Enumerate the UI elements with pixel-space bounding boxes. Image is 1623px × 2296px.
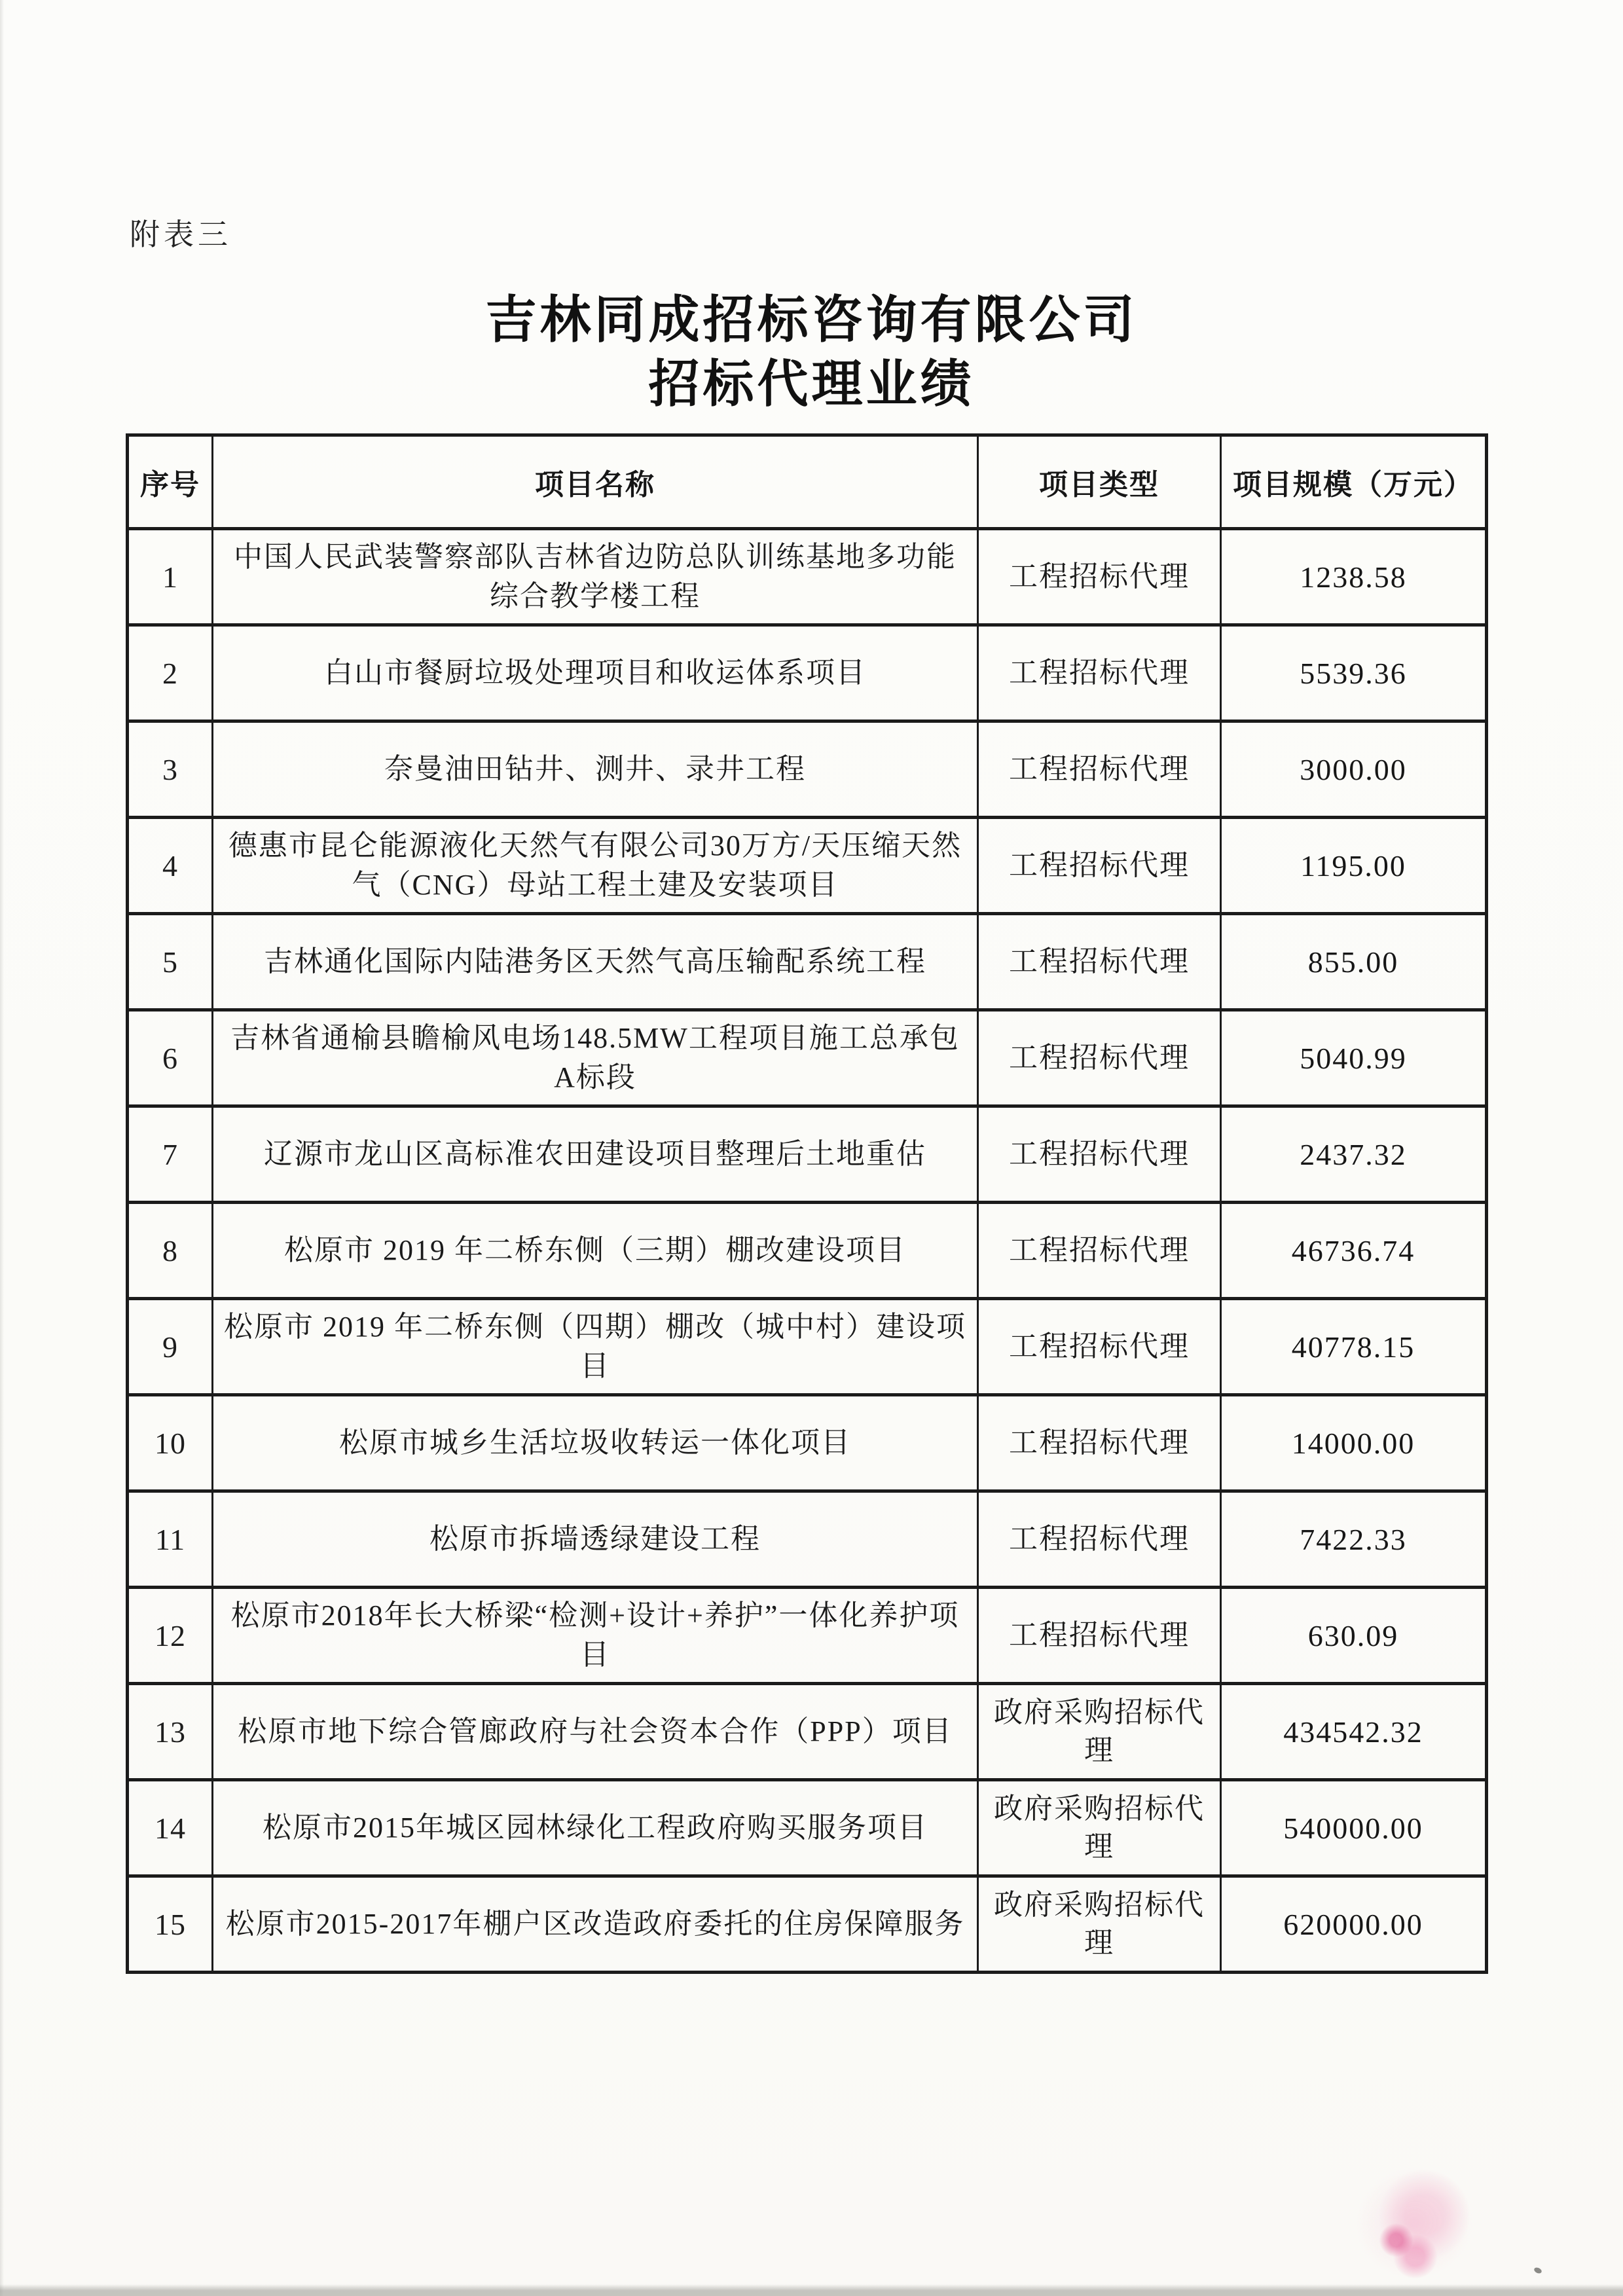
row-index: 3 (128, 721, 213, 818)
table-row (128, 1299, 1487, 1395)
table-header-row (128, 435, 1487, 529)
project-type: 工程招标代理 (978, 914, 1221, 1010)
project-scale: 5539.36 (1221, 625, 1487, 721)
performance-table (126, 433, 1488, 1974)
project-type: 工程招标代理 (978, 1491, 1221, 1588)
row-index: 1 (128, 529, 213, 625)
stamp-smudge-artifact (1345, 2156, 1483, 2289)
row-index: 13 (128, 1684, 213, 1780)
header-scale: 项目规模（万元） (1221, 435, 1487, 529)
project-scale: 855.00 (1221, 914, 1487, 1010)
project-scale: 540000.00 (1221, 1780, 1487, 1876)
project-type: 政府采购招标代理 (978, 1876, 1221, 1973)
scan-speck-artifact (1533, 2267, 1542, 2274)
project-type: 工程招标代理 (978, 1588, 1221, 1684)
table-row (128, 1395, 1487, 1491)
project-name: 松原市 2019 年二桥东侧（三期）棚改建设项目 (213, 1203, 978, 1299)
project-scale: 1238.58 (1221, 529, 1487, 625)
project-name: 松原市拆墙透绿建设工程 (213, 1491, 978, 1588)
project-name: 松原市2015-2017年棚户区改造政府委托的住房保障服务 (213, 1876, 978, 1973)
project-name: 白山市餐厨垃圾处理项目和收运体系项目 (213, 625, 978, 721)
row-index: 2 (128, 625, 213, 721)
row-index: 15 (128, 1876, 213, 1973)
table-row (128, 1106, 1487, 1203)
row-index: 10 (128, 1395, 213, 1491)
document-title (0, 288, 1623, 416)
row-index: 11 (128, 1491, 213, 1588)
project-scale: 620000.00 (1221, 1876, 1487, 1973)
table-row (128, 721, 1487, 818)
table-row (128, 914, 1487, 1010)
document-title-line1: 吉林同成招标咨询有限公司 (485, 291, 1138, 348)
row-index: 9 (128, 1299, 213, 1395)
header-name: 项目名称 (213, 435, 978, 529)
project-scale: 630.09 (1221, 1588, 1487, 1684)
project-type: 政府采购招标代理 (978, 1780, 1221, 1876)
attachment-label: 附表三 (130, 218, 232, 251)
project-type: 工程招标代理 (978, 721, 1221, 818)
project-type: 工程招标代理 (978, 1395, 1221, 1491)
project-name: 辽源市龙山区高标准农田建设项目整理后土地重估 (213, 1106, 978, 1203)
project-type: 工程招标代理 (978, 1203, 1221, 1299)
project-name: 奈曼油田钻井、测井、录井工程 (213, 721, 978, 818)
table-row (128, 1876, 1487, 1973)
scanner-edge-artifact (0, 0, 4, 2296)
table-row (128, 818, 1487, 914)
project-type: 工程招标代理 (978, 1299, 1221, 1395)
project-scale: 3000.00 (1221, 721, 1487, 818)
table-row (128, 1010, 1487, 1106)
project-name: 松原市城乡生活垃圾收转运一体化项目 (213, 1395, 978, 1491)
project-scale: 46736.74 (1221, 1203, 1487, 1299)
row-index: 6 (128, 1010, 213, 1106)
table-row (128, 1203, 1487, 1299)
project-type: 工程招标代理 (978, 1106, 1221, 1203)
header-index: 序号 (128, 435, 213, 529)
project-scale: 434542.32 (1221, 1684, 1487, 1780)
row-index: 4 (128, 818, 213, 914)
project-scale: 7422.33 (1221, 1491, 1487, 1588)
project-type: 政府采购招标代理 (978, 1684, 1221, 1780)
project-type: 工程招标代理 (978, 818, 1221, 914)
project-scale: 2437.32 (1221, 1106, 1487, 1203)
project-type: 工程招标代理 (978, 1010, 1221, 1106)
project-name: 松原市 2019 年二桥东侧（四期）棚改（城中村）建设项目 (213, 1299, 978, 1395)
table-row (128, 1491, 1487, 1588)
project-name: 松原市2015年城区园林绿化工程政府购买服务项目 (213, 1780, 978, 1876)
row-index: 5 (128, 914, 213, 1010)
project-scale: 5040.99 (1221, 1010, 1487, 1106)
project-name: 吉林通化国际内陆港务区天然气高压输配系统工程 (213, 914, 978, 1010)
project-type: 工程招标代理 (978, 625, 1221, 721)
document-title-line2: 招标代理业绩 (648, 355, 975, 412)
row-index: 7 (128, 1106, 213, 1203)
table-row (128, 1780, 1487, 1876)
project-scale: 1195.00 (1221, 818, 1487, 914)
project-scale: 40778.15 (1221, 1299, 1487, 1395)
scanner-shadow-artifact (0, 2284, 1623, 2296)
project-name: 中国人民武装警察部队吉林省边防总队训练基地多功能综合教学楼工程 (213, 529, 978, 625)
project-type: 工程招标代理 (978, 529, 1221, 625)
row-index: 14 (128, 1780, 213, 1876)
project-scale: 14000.00 (1221, 1395, 1487, 1491)
project-name: 吉林省通榆县瞻榆风电场148.5MW工程项目施工总承包A标段 (213, 1010, 978, 1106)
row-index: 12 (128, 1588, 213, 1684)
table-row (128, 1588, 1487, 1684)
project-name: 松原市2018年长大桥梁“检测+设计+养护”一体化养护项目 (213, 1588, 978, 1684)
project-name: 德惠市昆仑能源液化天然气有限公司30万方/天压缩天然气（CNG）母站工程土建及安装项目 (213, 818, 978, 914)
header-type: 项目类型 (978, 435, 1221, 529)
project-name: 松原市地下综合管廊政府与社会资本合作（PPP）项目 (213, 1684, 978, 1780)
table-row (128, 529, 1487, 625)
row-index: 8 (128, 1203, 213, 1299)
table-row (128, 1684, 1487, 1780)
table-row (128, 625, 1487, 721)
